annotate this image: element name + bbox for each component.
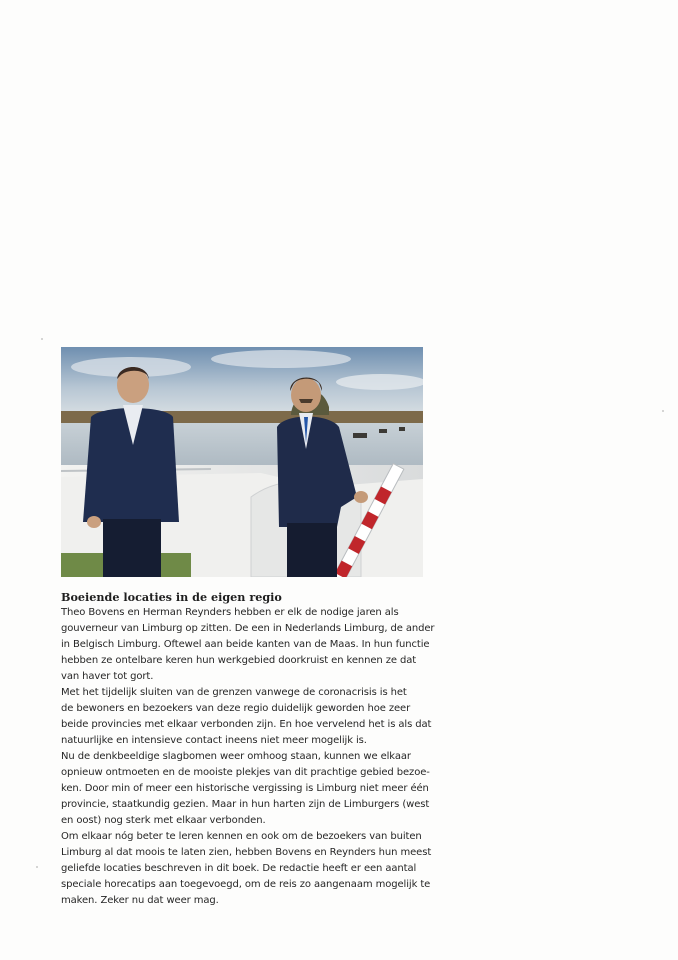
text-line: ken. Door min of meer een historische vergissing is Limburg niet meer één: [61, 783, 429, 794]
text-line: geliefde locaties beschreven in dit boek. De redactie heeft er een aantal: [61, 863, 417, 874]
text-line: provincie, staatkundig gezien. Maar in hun harten zijn de Limburgers (west: [61, 799, 430, 810]
buoy: [399, 427, 405, 431]
text-line: beide provincies met elkaar verbonden zijn. En hoe vervelend het is als dat: [61, 719, 432, 730]
scan-speck: [41, 338, 43, 340]
text-line: Limburg al dat moois te laten zien, hebben Bovens en Reynders hun meest: [61, 847, 432, 858]
text-line: en oost) nog sterk met elkaar verbonden.: [61, 815, 266, 826]
boat: [353, 433, 367, 438]
text-line: speciale horecatips aan toegevoegd, om de reis zo aangenaam mogelijk te: [61, 879, 431, 890]
text-line: Theo Bovens en Herman Reynders hebben er elk de nodige jaren als: [61, 607, 399, 618]
article-paragraphs: [61, 605, 433, 909]
text-line: Om elkaar nóg beter te leren kennen en ook om de bezoekers van buiten: [61, 831, 422, 842]
text-line: Met het tijdelijk sluiten van de grenzen vanwege de coronacrisis is het: [61, 687, 407, 698]
text-line: hebben ze ontelbare keren hun werkgebied doorkruist en kennen ze dat: [61, 655, 417, 666]
text-line: de bewoners en bezoekers van deze regio duidelijk geworden hoe zeer: [61, 703, 411, 714]
text-line: in Belgisch Limburg. Oftewel aan beide kanten van de Maas. In hun functie: [61, 639, 430, 650]
text-line: van haver tot gort.: [61, 671, 154, 682]
text-line: maken. Zeker nu dat weer mag.: [61, 895, 219, 906]
ferry-scene-image: [61, 347, 423, 577]
buoy: [379, 429, 387, 433]
cloud: [336, 374, 423, 390]
article-heading: Boeiende locaties in de eigen regio: [61, 590, 282, 604]
text-line: Nu de denkbeeldige slagbomen weer omhoog staan, kunnen we elkaar: [61, 751, 411, 762]
scan-speck: [662, 410, 664, 412]
cloud: [211, 350, 351, 368]
text-line: natuurlijke en intensieve contact ineens niet meer mogelijk is.: [61, 735, 367, 746]
text-line: gouverneur van Limburg op zitten. De een in Nederlands Limburg, de ander: [61, 623, 435, 634]
article-photo: [61, 347, 423, 577]
text-line: opnieuw ontmoeten en de mooiste plekjes van dit prachtige gebied bezoe-: [61, 767, 430, 778]
scan-speck: [36, 866, 38, 868]
article-body: [61, 589, 433, 909]
